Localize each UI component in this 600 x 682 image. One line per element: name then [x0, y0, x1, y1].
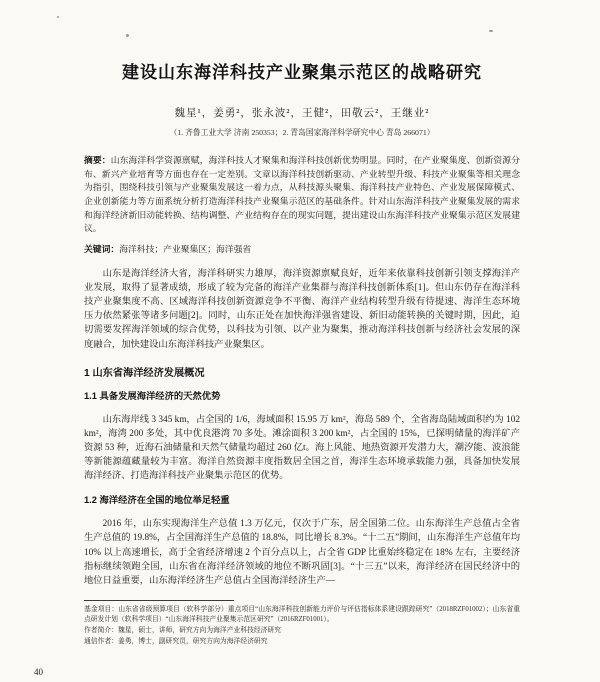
abstract-block [84, 154, 520, 236]
section-1-1-heading: 1.1 具备发展海洋经济的天然优势 [84, 390, 221, 401]
abstract-label: 摘要： [84, 155, 111, 165]
page-content [84, 0, 520, 647]
page-number: 40 [34, 667, 43, 677]
keywords-text: 海洋科技；产业聚集区；海洋强省 [119, 243, 252, 254]
paper-title: 建设山东海洋科技产业聚集示范区的战略研究 [122, 63, 482, 82]
scan-artifact [57, 16, 59, 18]
section-1-1-paragraph: 山东海岸线 3 345 km，占全国的 1/6，海域面积 15.95 万 km²，海岛 589 个，全省海岛陆域面积约为 102 km²，海湾 200 多处，其中优良港湾 70 多处。滩涂面积 3 200 km²，占全国的 15%，已探明储量的海洋矿产资源 53 种，近海石油储量和天然气储量均超过 260 亿t。海上风能、地热资源开发潜力大，潮汐能、波浪能等新能源蕴藏量较为丰富。海洋自然资源丰度指数居全国之首，海洋生态环境承载能力强，具备加快发展海洋经济、打造海洋科技产业聚集示范区的优势。 [84, 414, 520, 482]
corresponding-author-note: 通信作者：姜勇，博士，副研究员，研究方向为海洋经济研究 [84, 637, 268, 645]
keywords-block [84, 243, 520, 256]
keywords-label: 关键词： [84, 243, 120, 254]
intro-paragraph: 山东是海洋经济大省，海洋科研实力雄厚，海洋资源禀赋良好，近年来依靠科技创新引领支撑海洋产业发展，取得了显著成绩，形成了较为完备的海洋产业集群与海洋科技创新体系[1]。但山东仍存在海洋科技产业聚集度不高、区域海洋科技创新资源竞争不平衡、海洋产业结构转型升级有待提速、海洋生态环境压力依然紧张等诸多问题[2]。同时，山东正处在加快海洋强省建设、新旧动能转换的关键时期，因此，迫切需要发挥海洋领域的综合优势，以科技为引领、以产业为聚集，推动海洋科技创新与经济社会发展的深度融合，加快建设山东海洋科技产业聚集区。 [84, 268, 520, 350]
authors-line: 魏星¹，姜勇²，张永波²，王健²，田敬云²，王继业² [174, 108, 430, 119]
footnote-divider [84, 600, 234, 601]
author-bio-note: 作者简介：魏星，硕士，讲师，研究方向为海洋产业科技经济研究 [84, 627, 282, 634]
abstract-text: 山东海洋科学资源禀赋，海洋科技人才聚集和海洋科技创新优势明显。同时，在产业聚集度、创新资源分布、新兴产业培育等方面也存在一定差别。文章以海洋科技创新驱动、产业转型升级、科技产业聚集等相关理念为指引，围绕科技引领与产业聚集发展这一着力点，从科技源头聚集、海洋科技产业特色、产业发展保障模式、企业创新能力等方面系统分析打造海洋科技产业聚集示范区的基础条件。针对山东海洋科技产业聚集发展的需求和海洋经济新旧动能转换、结构调整、产业结构存在的现实问题，提出建设山东海洋科技产业聚集示范区发展建议。 [84, 155, 520, 234]
footnote-block [84, 605, 520, 647]
funding-note: 基金项目：山东省省级预算项目（软科学部分）重点项目“山东海洋科技创新能力评价与评估指标体系建设跟踪研究”（2018RZF01002）；山东省重点研发计划（软科学项目）“山东海洋科技产业聚集示范区研究”（2016RZF01001）。 [84, 605, 520, 624]
section-1-2-heading: 1.2 海洋经济在全国的地位举足轻重 [84, 495, 230, 506]
affiliation-line: （1. 齐鲁工业大学 济南 250353；2. 青岛国家海洋科学研究中心 青岛 266071） [169, 128, 435, 137]
section-1-heading: 1 山东省海洋经济发展概况 [84, 367, 205, 379]
section-1-2-paragraph: 2016 年，山东实现海洋生产总值 1.3 万亿元，仅次于广东，居全国第二位。山东海洋生产总值占全省生产总值的 19.8%，占全国海洋生产总值的 18.8%，同比增长 8.3%。“十二五”期间，山东海洋生产总值年均 10% 以上高速增长，高于全省经济增速 2 个百分点以上，占全省 GDP 比重始终稳定在 18% 左右，主要经济指标继续领跑全国，山东省在海洋经济领域的地位不断巩固[3]。“十三五”以来，海洋经济在国民经济中的地位日益重要，山东海洋经济生产总值占全国海洋经济生产— [84, 519, 520, 586]
